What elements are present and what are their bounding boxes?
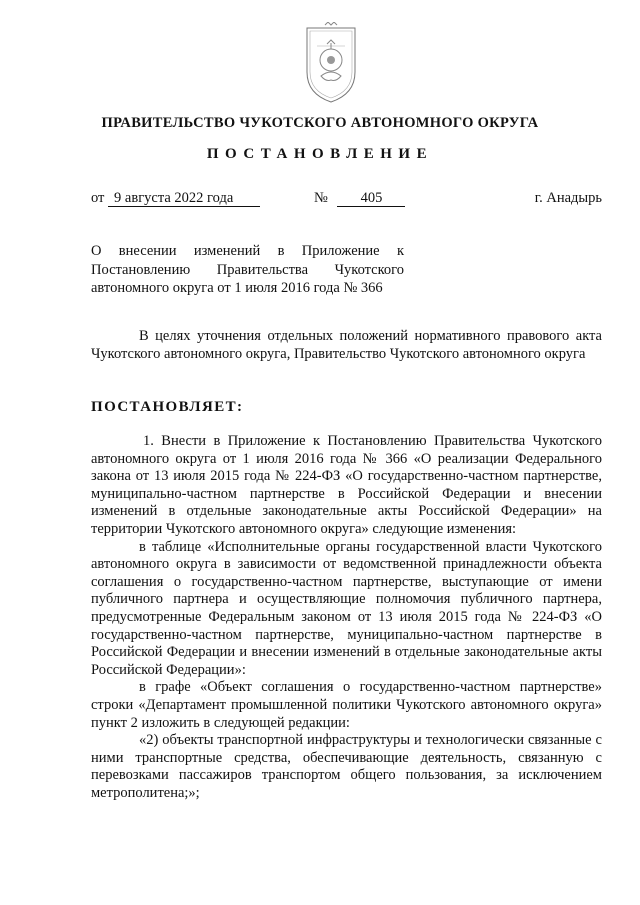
date-block: [91, 190, 260, 207]
government-title: ПРАВИТЕЛЬСТВО ЧУКОТСКОГО АВТОНОМНОГО ОКРУГА: [101, 115, 539, 131]
paragraph-1: 1. Внести в Приложение к Постановлению Правительства Чукотского автономного округа от 1 июля 2016 года № 366 «О реализации Федерального закона от 13 июля 2015 года № 224-ФЗ «О государственно-частном партнерстве, муниципально-частном партнерстве в Российской Федерации и внесении изменений в отдельные законодательные акты Российской Федерации» на территории Чукотского автономного округа» следующие изменения:: [91, 433, 602, 537]
coat-of-arms-icon: [303, 22, 359, 106]
document-subject: О внесении изменений в Приложение к Постановлению Правительства Чукотского автономного округа от 1 июля 2016 года № 366: [91, 243, 404, 296]
number-value: 405: [337, 191, 405, 207]
paragraph-2: в таблице «Исполнительные органы государственной власти Чукотского автономного округа в зависимости от ведомственной принадлежности объекта соглашения о государственно-частном партнерстве, выступающие от имени публичного партнера и осуществляющие полномочия публичного партнера, предусмотренные Федеральным законом от 13 июля 2015 года № 224-ФЗ «О государственно-частном партнерстве, муниципально-частном партнерстве в Российской Федерации и внесении изменений в отдельные законодательные акты Российской Федерации»:: [91, 538, 602, 678]
number-label: №: [314, 190, 328, 206]
preamble: [91, 328, 602, 363]
paragraph-3: в графе «Объект соглашения о государственно-частном партнерстве» строки «Департамент промышленной политики Чукотского автономного округа» пункт 2 изложить в следующей редакции:: [91, 679, 602, 731]
resolution-body: [91, 433, 602, 802]
number-block: [314, 190, 405, 207]
document-type-title: ПОСТАНОВЛЕНИЕ: [206, 146, 434, 162]
date-label: от: [91, 190, 105, 206]
city: г. Анадырь: [534, 190, 602, 206]
resolves-heading: ПОСТАНОВЛЯЕТ:: [91, 399, 244, 415]
paragraph-4: «2) объекты транспортной инфраструктуры и технологически связанные с ними транспортные средства, обеспечивающие деятельность, связанную с перевозками пассажиров транспортом общего пользования, за исключением метрополитена;»;: [91, 732, 602, 801]
date-value: 9 августа 2022 года: [108, 191, 260, 207]
preamble-text: В целях уточнения отдельных положений нормативного правового акта Чукотского автономного округа, Правительство Чукотского автономного округа: [91, 328, 602, 362]
